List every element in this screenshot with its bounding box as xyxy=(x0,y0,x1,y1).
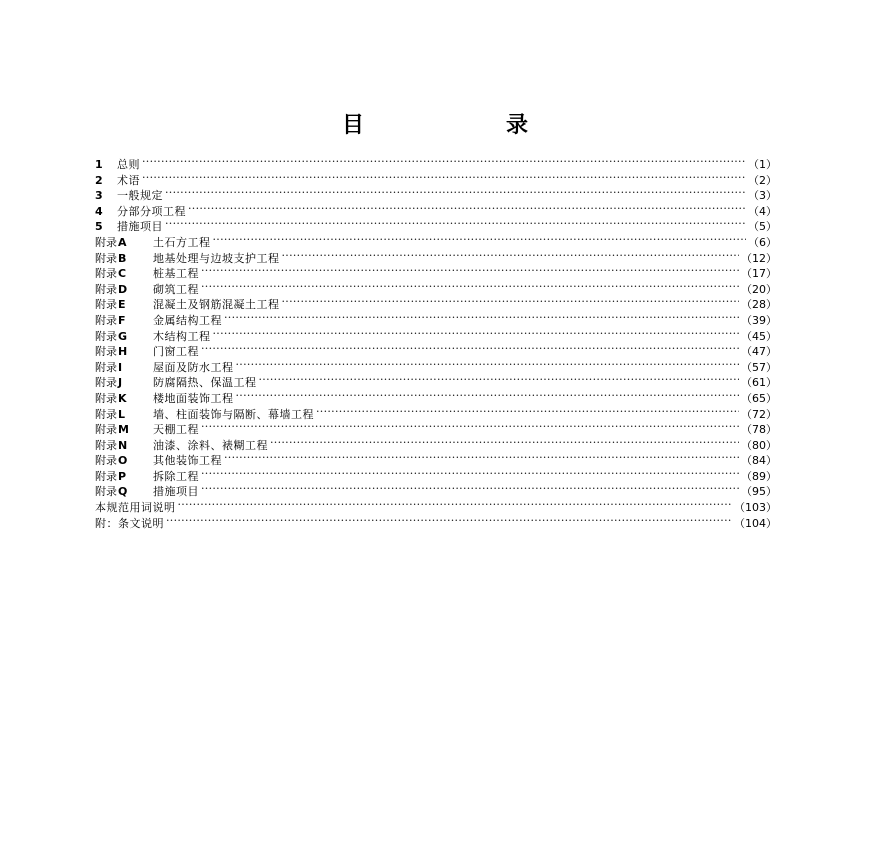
toc-entry-label: 天棚工程 xyxy=(153,423,199,437)
toc-entry-appendix-id xyxy=(95,329,153,345)
toc-entry-page-number: （6） xyxy=(748,235,777,249)
toc-dot-leader xyxy=(224,453,739,464)
toc-dot-leader xyxy=(165,219,746,230)
toc-entry-appendix-letter: M xyxy=(118,423,129,437)
toc-entry[interactable] xyxy=(95,391,777,407)
toc-entry[interactable] xyxy=(95,360,777,376)
toc-entry-appendix-prefix: 附录 xyxy=(95,454,117,468)
toc-entry-label: 本规范用词说明 xyxy=(95,501,176,515)
toc-entry-label: 措施项目 xyxy=(153,485,199,499)
toc-entry-label: 术语 xyxy=(117,173,140,187)
toc-dot-leader xyxy=(259,375,740,386)
toc-dot-leader xyxy=(224,313,739,324)
toc-entry-label: 总则 xyxy=(117,158,140,171)
toc-entry-number: 4 xyxy=(95,204,103,218)
toc-dot-leader xyxy=(270,438,739,449)
toc-entry[interactable] xyxy=(95,188,777,204)
toc-entry-page-number: （47） xyxy=(741,345,777,359)
toc-entry-appendix-id xyxy=(95,266,153,282)
toc-entry-appendix-prefix: 附录 xyxy=(95,282,117,296)
toc-dot-leader xyxy=(282,251,740,262)
toc-entry-appendix-letter: E xyxy=(118,298,126,312)
toc-entry-appendix-letter: O xyxy=(118,454,128,468)
toc-dot-leader xyxy=(142,173,746,184)
toc-entry-appendix-prefix: 附录 xyxy=(95,267,117,281)
toc-entry[interactable] xyxy=(95,251,777,267)
toc-entry-appendix-prefix: 附录 xyxy=(95,251,117,265)
toc-entry-appendix-id xyxy=(95,375,153,391)
toc-entry-page-number: （61） xyxy=(741,376,777,390)
toc-entry-appendix-prefix: 附录 xyxy=(95,407,117,421)
toc-entry-appendix-id xyxy=(95,407,153,423)
toc-entry-page-number: （104） xyxy=(734,516,777,530)
toc-dot-leader xyxy=(213,235,747,246)
toc-entry[interactable] xyxy=(95,282,777,298)
toc-entry-page-number: （20） xyxy=(741,282,777,296)
toc-entry-appendix-letter: F xyxy=(118,313,126,327)
toc-entry-appendix-prefix: 附录 xyxy=(95,329,117,343)
toc-entry-label: 混凝土及钢筋混凝土工程 xyxy=(153,298,280,312)
toc-entry-appendix-letter: A xyxy=(118,235,127,249)
toc-entry-label: 楼地面装饰工程 xyxy=(153,391,234,405)
toc-entry-label: 木结构工程 xyxy=(153,329,211,343)
toc-dot-leader xyxy=(236,360,740,371)
toc-dot-leader xyxy=(201,282,739,293)
toc-entry-label: 门窗工程 xyxy=(153,345,199,359)
toc-entry-appendix-letter: B xyxy=(118,251,127,265)
toc-entry-page-number: （78） xyxy=(741,423,777,437)
toc-entry-number: 3 xyxy=(95,189,103,203)
toc-entry-appendix-id xyxy=(95,297,153,313)
toc-entry-appendix-id xyxy=(95,344,153,360)
toc-entry-label: 分部分项工程 xyxy=(117,204,186,218)
table-of-contents xyxy=(95,157,777,531)
toc-entry-appendix-id xyxy=(95,360,153,376)
toc-entry-page-number: （2） xyxy=(748,173,777,187)
toc-dot-leader xyxy=(236,391,740,402)
toc-entry[interactable] xyxy=(95,329,777,345)
toc-entry-appendix-id xyxy=(95,391,153,407)
toc-entry-appendix-prefix: 附录 xyxy=(95,423,117,437)
toc-entry-label: 附：条文说明 xyxy=(95,516,164,530)
toc-entry-appendix-id xyxy=(95,438,153,454)
toc-entry-page-number: （12） xyxy=(741,251,777,265)
toc-entry-appendix-prefix: 附录 xyxy=(95,298,117,312)
toc-entry-appendix-id xyxy=(95,469,153,485)
toc-entry[interactable] xyxy=(95,173,777,189)
toc-entry[interactable] xyxy=(95,516,777,532)
toc-dot-leader xyxy=(282,297,740,308)
toc-entry-label: 油漆、涂料、裱糊工程 xyxy=(153,438,268,452)
toc-dot-leader xyxy=(166,516,732,527)
toc-dot-leader xyxy=(142,157,746,168)
toc-entry-label: 拆除工程 xyxy=(153,469,199,483)
toc-dot-leader xyxy=(213,329,740,340)
toc-entry-appendix-letter: C xyxy=(118,267,127,281)
toc-entry-appendix-letter: N xyxy=(118,438,128,452)
toc-entry-appendix-letter: P xyxy=(118,469,127,483)
toc-entry-appendix-prefix: 附录 xyxy=(95,235,117,249)
toc-entry[interactable] xyxy=(95,313,777,329)
toc-entry-page-number: （80） xyxy=(741,438,777,452)
toc-entry[interactable] xyxy=(95,484,777,500)
toc-dot-leader xyxy=(201,484,739,495)
page-title: 目 录 xyxy=(341,113,588,138)
toc-entry[interactable] xyxy=(95,407,777,423)
toc-entry-page-number: （4） xyxy=(748,204,777,218)
toc-entry[interactable] xyxy=(95,469,777,485)
toc-entry-appendix-letter: G xyxy=(118,329,128,343)
toc-entry[interactable] xyxy=(95,422,777,438)
toc-entry-appendix-prefix: 附录 xyxy=(95,376,117,390)
toc-entry-appendix-prefix: 附录 xyxy=(95,469,117,483)
toc-entry-appendix-letter: H xyxy=(118,345,128,359)
toc-dot-leader xyxy=(201,266,739,277)
toc-entry-label: 其他装饰工程 xyxy=(153,454,222,468)
toc-dot-leader xyxy=(165,188,746,199)
toc-entry-page-number: （17） xyxy=(741,267,777,281)
toc-entry-appendix-prefix: 附录 xyxy=(95,391,117,405)
toc-entry[interactable] xyxy=(95,235,777,251)
toc-entry-page-number: （57） xyxy=(741,360,777,374)
toc-entry-label: 屋面及防水工程 xyxy=(153,360,234,374)
toc-entry[interactable] xyxy=(95,266,777,282)
toc-entry-page-number: （39） xyxy=(741,313,777,327)
toc-entry[interactable] xyxy=(95,297,777,313)
toc-entry[interactable] xyxy=(95,344,777,360)
toc-entry-appendix-letter: D xyxy=(118,282,128,296)
toc-entry-appendix-letter: I xyxy=(118,360,123,374)
toc-entry[interactable] xyxy=(95,438,777,454)
toc-entry-label: 防腐隔热、保温工程 xyxy=(153,376,257,390)
toc-entry[interactable] xyxy=(95,375,777,391)
toc-entry-appendix-letter: Q xyxy=(118,485,128,499)
toc-entry-appendix-letter: L xyxy=(118,407,126,421)
toc-entry-label: 桩基工程 xyxy=(153,267,199,281)
toc-entry-appendix-prefix: 附录 xyxy=(95,485,117,499)
toc-entry-number: 1 xyxy=(95,158,103,171)
toc-entry-page-number: （89） xyxy=(741,469,777,483)
toc-entry-label: 一般规定 xyxy=(117,189,163,203)
toc-entry-page-number: （1） xyxy=(748,158,777,171)
toc-entry-appendix-prefix: 附录 xyxy=(95,438,117,452)
toc-entry-page-number: （28） xyxy=(741,298,777,312)
toc-entry-page-number: （84） xyxy=(741,454,777,468)
toc-entry-page-number: （103） xyxy=(734,501,777,515)
toc-entry-page-number: （45） xyxy=(741,329,777,343)
toc-entry-page-number: （95） xyxy=(741,485,777,499)
toc-entry-appendix-id xyxy=(95,313,153,329)
toc-entry-label: 地基处理与边坡支护工程 xyxy=(153,251,280,265)
toc-entry-appendix-id xyxy=(95,422,153,438)
toc-entry-number: 5 xyxy=(95,220,103,234)
toc-entry-number: 2 xyxy=(95,173,103,187)
toc-entry-page-number: （65） xyxy=(741,391,777,405)
toc-entry-appendix-id xyxy=(95,453,153,469)
toc-entry-page-number: （72） xyxy=(741,407,777,421)
toc-entry-label: 金属结构工程 xyxy=(153,313,222,327)
toc-entry-label: 砌筑工程 xyxy=(153,282,199,296)
toc-dot-leader xyxy=(201,469,739,480)
toc-entry-appendix-id xyxy=(95,235,153,251)
toc-entry-appendix-id xyxy=(95,282,153,298)
toc-entry-page-number: （5） xyxy=(748,220,777,234)
toc-entry-label: 墙、柱面装饰与隔断、幕墙工程 xyxy=(153,407,314,421)
toc-entry[interactable] xyxy=(95,219,777,235)
toc-entry-appendix-id xyxy=(95,251,153,267)
toc-entry-appendix-prefix: 附录 xyxy=(95,345,117,359)
toc-entry-label: 土石方工程 xyxy=(153,235,211,249)
toc-dot-leader xyxy=(201,422,739,433)
toc-entry-page-number: （3） xyxy=(748,189,777,203)
toc-entry[interactable] xyxy=(95,500,777,516)
toc-entry-appendix-letter: J xyxy=(118,376,123,390)
toc-entry[interactable] xyxy=(95,453,777,469)
toc-entry-appendix-prefix: 附录 xyxy=(95,313,117,327)
toc-entry-label: 措施项目 xyxy=(117,220,163,234)
toc-entry-appendix-prefix: 附录 xyxy=(95,360,117,374)
toc-dot-leader xyxy=(316,407,739,418)
toc-entry-appendix-id xyxy=(95,484,153,500)
toc-entry-appendix-letter: K xyxy=(118,391,127,405)
toc-entry[interactable] xyxy=(95,157,777,173)
toc-dot-leader xyxy=(201,344,739,355)
toc-dot-leader xyxy=(188,204,746,215)
toc-dot-leader xyxy=(178,500,733,511)
toc-entry[interactable] xyxy=(95,204,777,220)
